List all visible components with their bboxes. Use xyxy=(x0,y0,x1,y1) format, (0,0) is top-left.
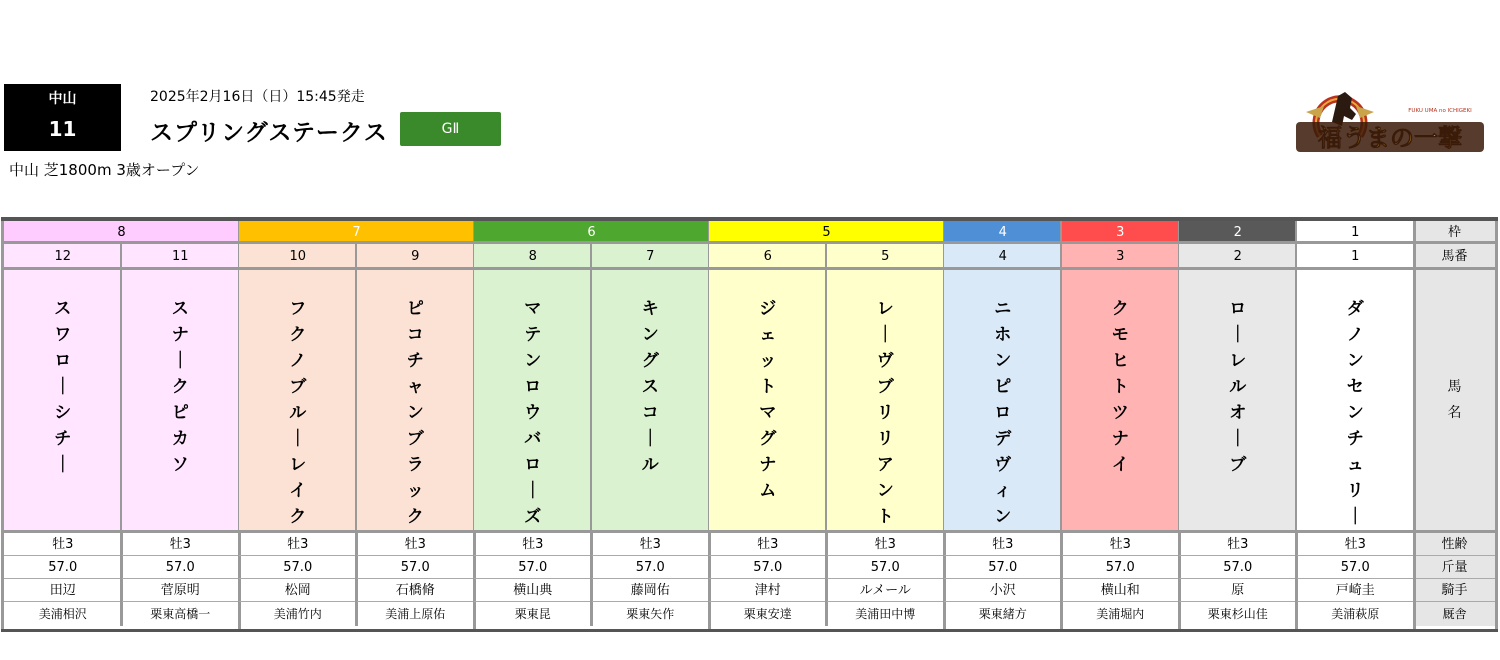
sex-age-cell: 牡3 xyxy=(592,533,710,556)
weight-cell: 57.0 xyxy=(474,556,592,579)
sex-age-cell: 牡3 xyxy=(827,533,945,556)
jockey-cell: 横山和 xyxy=(1062,579,1180,602)
name-char: ｜ xyxy=(1346,507,1364,527)
horse-name[interactable] xyxy=(474,270,592,533)
logo-emblem-icon xyxy=(1290,82,1486,162)
umaban-cell: 2 xyxy=(1179,244,1297,270)
name-char: ブ xyxy=(1229,455,1247,475)
jockey-cell: 菅原明 xyxy=(122,579,240,602)
stable-cell: 栗東杉山佳 xyxy=(1207,607,1268,621)
name-char: ジ xyxy=(759,299,777,319)
name-char: ロ xyxy=(524,377,542,397)
race-title: スプリングステークス xyxy=(150,120,388,146)
row-label-column xyxy=(1414,221,1495,629)
jockey-cell: 小沢 xyxy=(944,579,1062,602)
umaban-cell: 5 xyxy=(827,244,945,270)
name-char: ィ xyxy=(994,481,1012,501)
umaban-cell: 12 xyxy=(4,244,122,270)
name-char: レ xyxy=(876,299,894,319)
name-char: ロ xyxy=(994,403,1012,423)
weight-cell: 57.0 xyxy=(122,556,240,579)
name-char: ム xyxy=(759,481,777,501)
name-char: チ xyxy=(406,351,424,371)
label-name xyxy=(1414,270,1495,533)
sex-age-cell: 牡3 xyxy=(1062,533,1180,556)
horse-name[interactable] xyxy=(1062,270,1180,533)
weight-cell: 57.0 xyxy=(592,556,710,579)
name-char: ン xyxy=(876,481,894,501)
horse-name[interactable] xyxy=(592,270,710,533)
name-char: ヴ xyxy=(994,455,1012,475)
stable-cell: 栗東緒方 xyxy=(978,607,1027,621)
name-char: ア xyxy=(876,455,894,475)
name-char: ｜ xyxy=(641,429,659,449)
waku-cell: 8 xyxy=(4,221,239,244)
name-char: ン xyxy=(994,351,1012,371)
stable-cell: 美浦田中博 xyxy=(855,607,916,621)
waku-cell: 4 xyxy=(944,221,1062,244)
weight-cell: 57.0 xyxy=(1297,556,1415,579)
waku-cell: 2 xyxy=(1179,221,1297,244)
site-logo[interactable] xyxy=(1290,82,1486,162)
name-char: テ xyxy=(524,325,542,345)
waku-cell: 5 xyxy=(709,221,944,244)
horse-column[interactable] xyxy=(474,221,596,629)
grade-badge: GⅡ xyxy=(400,112,501,146)
umaban-cell: 4 xyxy=(944,244,1062,270)
name-char: バ xyxy=(524,429,542,449)
sex-age-cell: 牡3 xyxy=(709,533,827,556)
name-char: ル xyxy=(1229,377,1247,397)
name-char: 馬 xyxy=(1447,379,1462,395)
label-umaban: 馬番 xyxy=(1414,244,1495,270)
name-char: リ xyxy=(1346,481,1364,501)
jockey-cell: 田辺 xyxy=(4,579,122,602)
name-char: ｜ xyxy=(524,481,542,501)
horse-column[interactable] xyxy=(1179,221,1297,629)
horse-column[interactable] xyxy=(709,221,831,629)
stable-cell: 栗東高橋一 xyxy=(150,607,211,621)
name-char: ノ xyxy=(1346,325,1364,345)
name-char: セ xyxy=(1346,377,1364,397)
weight-cell: 57.0 xyxy=(827,556,945,579)
name-char: ト xyxy=(759,377,777,397)
name-char: ホ xyxy=(994,325,1012,345)
name-char: デ xyxy=(994,429,1012,449)
name-char: ス xyxy=(641,377,659,397)
venue-box xyxy=(4,84,121,151)
name-char: ロ xyxy=(54,351,72,371)
horse-column[interactable] xyxy=(1297,221,1415,629)
label-stable: 厩舎 xyxy=(1414,602,1495,626)
race-number: 11 xyxy=(48,117,77,141)
name-char: ル xyxy=(641,455,659,475)
name-char: ブ xyxy=(406,429,424,449)
stable-cell: 栗東安達 xyxy=(743,607,792,621)
name-char: ト xyxy=(1111,377,1129,397)
name-char: ズ xyxy=(524,507,542,527)
weight-cell: 57.0 xyxy=(4,556,122,579)
umaban-cell: 7 xyxy=(592,244,710,270)
weight-cell: 57.0 xyxy=(1179,556,1297,579)
name-char: ナ xyxy=(759,455,777,475)
name-char: ニ xyxy=(994,299,1012,319)
race-datetime: 2025年2月16日（日）15:45発走 xyxy=(150,89,365,105)
name-char: ナ xyxy=(171,325,189,345)
jockey-cell: 藤岡佑 xyxy=(592,579,710,602)
label-jockey: 騎手 xyxy=(1414,579,1495,602)
jockey-cell: 津村 xyxy=(709,579,827,602)
stable-cell: 美浦竹内 xyxy=(273,607,322,621)
horse-column[interactable] xyxy=(1062,221,1180,629)
name-char: ｜ xyxy=(876,325,894,345)
sex-age-cell: 牡3 xyxy=(1179,533,1297,556)
jockey-cell: 原 xyxy=(1179,579,1297,602)
name-char: ク xyxy=(406,507,424,527)
horse-name[interactable] xyxy=(709,270,827,533)
name-char: ダ xyxy=(1346,299,1364,319)
entry-table xyxy=(1,217,1498,632)
name-char: ル xyxy=(289,403,307,423)
name-char: ブ xyxy=(876,377,894,397)
stable-cell: 美浦堀内 xyxy=(1096,607,1145,621)
name-char: ン xyxy=(1346,403,1364,423)
name-char: ン xyxy=(406,403,424,423)
horse-name[interactable] xyxy=(827,270,945,533)
name-char: ピ xyxy=(994,377,1012,397)
horse-column[interactable] xyxy=(592,221,710,629)
name-char: リ xyxy=(876,429,894,449)
name-char: ｜ xyxy=(54,377,72,397)
waku-cell: 1 xyxy=(1297,221,1415,244)
name-char: カ xyxy=(171,429,189,449)
jockey-cell: ルメール xyxy=(827,579,945,602)
name-char: ワ xyxy=(54,325,72,345)
jockey-cell: 石橋脩 xyxy=(357,579,475,602)
jockey-cell: 横山典 xyxy=(474,579,592,602)
label-weight: 斤量 xyxy=(1414,556,1495,579)
logo-subtext: FUKU UMA no ICHIGEKI xyxy=(1408,108,1472,114)
name-char: ピ xyxy=(406,299,424,319)
waku-cell: 7 xyxy=(239,221,474,244)
weight-cell: 57.0 xyxy=(239,556,357,579)
name-char: ク xyxy=(171,377,189,397)
name-char: グ xyxy=(641,351,659,371)
sex-age-cell: 牡3 xyxy=(4,533,122,556)
weight-cell: 57.0 xyxy=(944,556,1062,579)
horse-name[interactable] xyxy=(357,270,475,533)
name-char: フ xyxy=(289,299,307,319)
horse-column[interactable] xyxy=(4,221,126,629)
name-char: ロ xyxy=(1229,299,1247,319)
name-char: ク xyxy=(289,325,307,345)
horse-column[interactable] xyxy=(239,221,361,629)
waku-cell: 6 xyxy=(474,221,709,244)
venue-name: 中山 xyxy=(48,91,77,107)
horse-column[interactable] xyxy=(944,221,1062,629)
name-char: 名 xyxy=(1447,405,1462,421)
sex-age-cell: 牡3 xyxy=(944,533,1062,556)
sex-age-cell: 牡3 xyxy=(1297,533,1415,556)
name-char: ヴ xyxy=(876,351,894,371)
name-char: ラ xyxy=(406,455,424,475)
name-char: ツ xyxy=(1111,403,1129,423)
umaban-cell: 10 xyxy=(239,244,357,270)
name-char: ソ xyxy=(171,455,189,475)
column-divider xyxy=(1,221,4,629)
label-sex-age: 性齢 xyxy=(1414,533,1495,556)
horse-column[interactable] xyxy=(357,221,475,629)
weight-cell: 57.0 xyxy=(1062,556,1180,579)
name-char: ブ xyxy=(289,377,307,397)
umaban-cell: 6 xyxy=(709,244,827,270)
horse-name[interactable] xyxy=(944,270,1062,533)
sex-age-cell: 牡3 xyxy=(474,533,592,556)
name-char: ピ xyxy=(171,403,189,423)
name-char: チ xyxy=(54,429,72,449)
name-char: ン xyxy=(994,507,1012,527)
label-waku: 枠 xyxy=(1414,221,1495,244)
column-divider xyxy=(1495,221,1498,629)
name-char: イ xyxy=(1111,455,1129,475)
name-char: ｜ xyxy=(171,351,189,371)
umaban-cell: 11 xyxy=(122,244,240,270)
name-char: ン xyxy=(524,351,542,371)
horse-name[interactable] xyxy=(239,270,357,533)
name-char: コ xyxy=(406,325,424,345)
name-char: ュ xyxy=(1346,455,1364,475)
name-char: ｜ xyxy=(289,429,307,449)
horse-name[interactable] xyxy=(4,270,122,533)
name-char: ク xyxy=(1111,299,1129,319)
umaban-cell: 3 xyxy=(1062,244,1180,270)
name-char: ｜ xyxy=(54,455,72,475)
name-char: ウ xyxy=(524,403,542,423)
stable-cell: 栗東昆 xyxy=(514,607,551,621)
jockey-cell: 戸崎圭 xyxy=(1297,579,1415,602)
horse-name[interactable] xyxy=(1297,270,1415,533)
name-char: グ xyxy=(759,429,777,449)
stable-cell: 栗東矢作 xyxy=(626,607,675,621)
waku-cell: 3 xyxy=(1062,221,1180,244)
name-char: ャ xyxy=(406,377,424,397)
stable-cell: 美浦相沢 xyxy=(38,607,87,621)
column-divider xyxy=(1413,221,1416,629)
stable-cell: 美浦萩原 xyxy=(1331,607,1380,621)
name-char: イ xyxy=(289,481,307,501)
name-char: マ xyxy=(759,403,777,423)
name-char: レ xyxy=(1229,351,1247,371)
weight-cell: 57.0 xyxy=(709,556,827,579)
weight-cell: 57.0 xyxy=(357,556,475,579)
name-char: ノ xyxy=(289,351,307,371)
name-char: ｜ xyxy=(1229,429,1247,449)
name-char: ス xyxy=(54,299,72,319)
name-char: シ xyxy=(54,403,72,423)
name-char: レ xyxy=(289,455,307,475)
umaban-cell: 8 xyxy=(474,244,592,270)
jockey-cell: 松岡 xyxy=(239,579,357,602)
name-char: ク xyxy=(289,507,307,527)
name-char: ト xyxy=(876,507,894,527)
umaban-cell: 9 xyxy=(357,244,475,270)
name-char: ン xyxy=(1346,351,1364,371)
sex-age-cell: 牡3 xyxy=(122,533,240,556)
logo-text: 福うまの一撃 xyxy=(1318,124,1462,152)
name-char: キ xyxy=(641,299,659,319)
name-char: ｜ xyxy=(1229,325,1247,345)
name-char: オ xyxy=(1229,403,1247,423)
name-char: チ xyxy=(1346,429,1364,449)
stable-cell: 美浦上原佑 xyxy=(385,607,446,621)
horse-name[interactable] xyxy=(122,270,240,533)
horse-column[interactable] xyxy=(827,221,945,629)
name-char: マ xyxy=(524,299,542,319)
name-char: リ xyxy=(876,403,894,423)
race-conditions: 中山 芝1800m 3歳オープン xyxy=(9,161,200,179)
horse-name[interactable] xyxy=(1179,270,1297,533)
name-char: ロ xyxy=(524,455,542,475)
name-char: ッ xyxy=(406,481,424,501)
umaban-cell: 1 xyxy=(1297,244,1415,270)
name-char: ン xyxy=(641,325,659,345)
name-char: ス xyxy=(171,299,189,319)
name-char: モ xyxy=(1111,325,1129,345)
horse-column[interactable] xyxy=(122,221,240,629)
name-char: ッ xyxy=(759,351,777,371)
name-char: ナ xyxy=(1111,429,1129,449)
sex-age-cell: 牡3 xyxy=(239,533,357,556)
name-char: ヒ xyxy=(1111,351,1129,371)
sex-age-cell: 牡3 xyxy=(357,533,475,556)
name-char: ェ xyxy=(759,325,777,345)
name-char: コ xyxy=(641,403,659,423)
